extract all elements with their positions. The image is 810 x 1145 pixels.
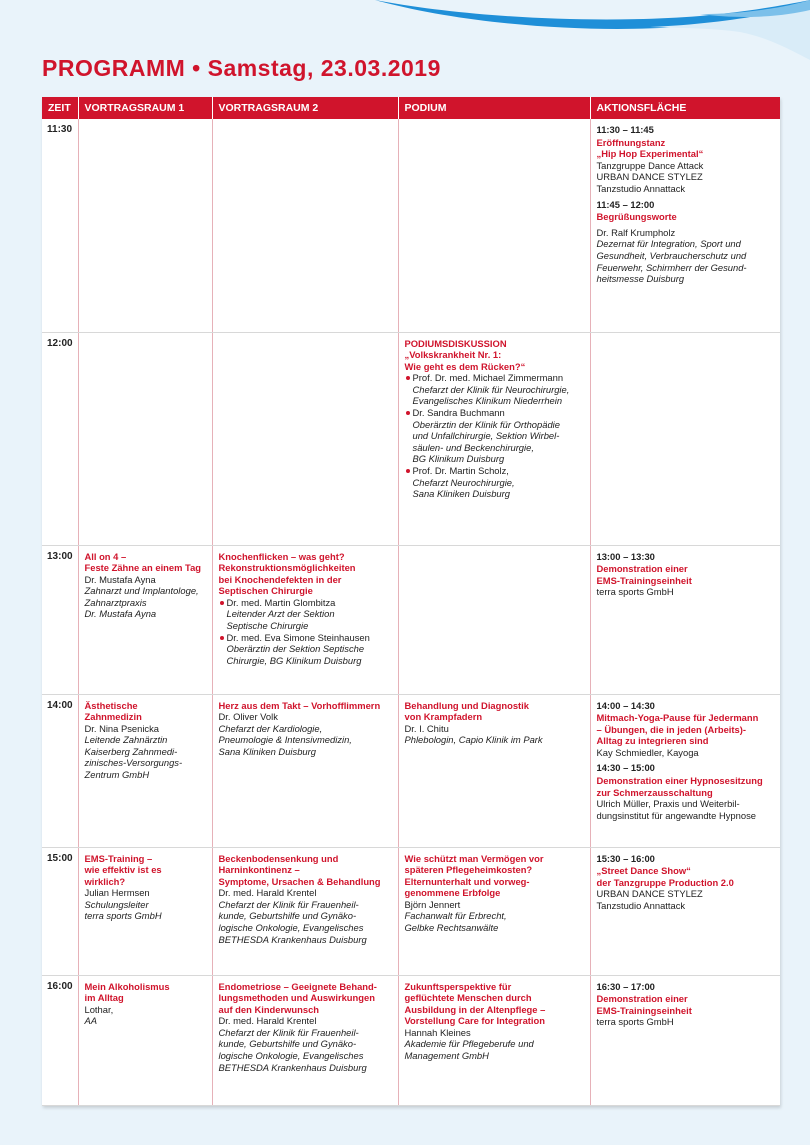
- event-title: EMS-Training –: [84, 852, 153, 864]
- speaker-role: Leitende Zahnärztin: [84, 734, 168, 746]
- event-title: Endometriose – Geeignete Behand-: [218, 980, 377, 992]
- speaker-role: Schulungsleiter: [84, 898, 149, 910]
- speaker-role: Chefarzt der Kardiologie,: [218, 722, 323, 734]
- event-title: Zahnmedizin: [84, 711, 142, 723]
- cell-podium: [398, 847, 590, 975]
- speaker-role: logische Onkologie, Evangelisches: [218, 1050, 364, 1062]
- event-title: zur Schmerzausschaltung: [596, 786, 713, 798]
- organization: URBAN DANCE STYLEZ: [596, 888, 703, 900]
- time-cell: 11:30: [42, 119, 78, 332]
- speaker-role: Chefarzt der Klinik für Frauenheil-: [218, 898, 359, 910]
- page-title: PROGRAMM • Samstag, 23.03.2019: [42, 55, 441, 81]
- speaker: Hannah Kleines: [404, 1026, 471, 1038]
- cell-empty: [590, 332, 780, 545]
- organization: Tanzstudio Annattack: [596, 182, 686, 194]
- organization: terra sports GmbH: [596, 1016, 674, 1028]
- event-title: auf den Kinderwunsch: [218, 1003, 320, 1015]
- cell-vortragsraum-2: [212, 847, 398, 975]
- organization: Tanzstudio Annattack: [596, 899, 686, 911]
- speaker-role: Oberärztin der Sektion Septische: [226, 643, 365, 655]
- cell-aktionsflaeche: [590, 847, 780, 975]
- event-title: Symptome, Ursachen & Behandlung: [218, 875, 381, 887]
- slot-time: 14:30 – 15:00: [596, 762, 655, 774]
- speaker: Dr. Sandra Buchmann: [405, 407, 584, 419]
- event-title: Vorstellung Care for Integration: [404, 1015, 545, 1027]
- header-zeit: ZEIT: [42, 97, 78, 119]
- event-title: genommene Erbfolge: [404, 887, 501, 899]
- cell-empty: [212, 119, 398, 332]
- speaker-role: Leitender Arzt der Sektion: [226, 608, 335, 620]
- header-vortragsraum-2: VORTRAGSRAUM 2: [212, 97, 398, 119]
- speaker-role: Zentrum GmbH: [84, 769, 150, 781]
- table-row: [42, 119, 780, 332]
- cell-empty: [398, 119, 590, 332]
- speaker-role: logische Onkologie, Evangelisches: [218, 922, 364, 934]
- speaker-role: BG Klinikum Duisburg: [412, 453, 505, 465]
- event-title: Demonstration einer: [596, 563, 688, 575]
- speaker: Julian Hermsen: [84, 887, 150, 899]
- cell-aktionsflaeche: [590, 119, 780, 332]
- table-header: [42, 97, 780, 119]
- cell-aktionsflaeche: [590, 975, 780, 1105]
- cell-vortragsraum-2: [212, 694, 398, 847]
- speaker-role: Oberärztin der Klinik für Orthopädie: [412, 418, 560, 430]
- event-title: Eröffnungstanz: [596, 136, 666, 148]
- event-title: Elternunterhalt und vorweg-: [404, 875, 530, 887]
- event-title: „Hip Hop Experimental“: [596, 148, 704, 160]
- slot-time: 11:30 – 11:45: [596, 124, 654, 135]
- cell-vortragsraum-2: [212, 545, 398, 694]
- speaker-role: Chefarzt Neurochirurgie,: [412, 476, 515, 488]
- speaker: Dr. med. Harald Krentel: [218, 1015, 317, 1027]
- event-title: Harninkontinenz –: [218, 864, 300, 876]
- time-cell: 15:00: [42, 847, 78, 975]
- speaker-role: Evangelisches Klinikum Niederrhein: [412, 395, 563, 407]
- speaker-role: BETHESDA Krankenhaus Duisburg: [218, 1061, 367, 1073]
- cell-vortragsraum-2: [212, 975, 398, 1105]
- slot-time: 14:00 – 14:30: [596, 699, 655, 711]
- speaker-role: Sana Kliniken Duisburg: [412, 488, 510, 500]
- cell-vortragsraum-1: [78, 545, 212, 694]
- event-title: All on 4 –: [84, 550, 127, 562]
- speaker-role: heitsmesse Duisburg: [596, 273, 685, 285]
- cell-vortragsraum-1: [78, 694, 212, 847]
- slot-time: 13:00 – 13:30: [596, 550, 655, 562]
- speaker: Dr. Mustafa Ayna: [84, 573, 156, 585]
- event-title: Demonstration einer: [596, 993, 688, 1005]
- event-title: „Volkskrankheit Nr. 1:: [404, 349, 502, 361]
- speaker-role: Chirurgie, BG Klinikum Duisburg: [226, 654, 362, 666]
- speaker-role: Phlebologin, Capio Klinik im Park: [404, 734, 543, 746]
- time-cell: 16:00: [42, 975, 78, 1105]
- event-title: im Alltag: [84, 992, 124, 1004]
- event-title: bei Knochendefekten in der: [218, 573, 342, 585]
- speaker-role: säulen- und Beckenchirurgie,: [412, 441, 534, 453]
- cell-podium: [398, 694, 590, 847]
- speaker: Dr. Nina Psenicka: [84, 722, 160, 734]
- event-title: der Tanzgruppe Production 2.0: [596, 876, 734, 888]
- speaker: Prof. Dr. Martin Scholz,: [405, 465, 584, 477]
- cell-aktionsflaeche: [590, 545, 780, 694]
- event-title: Zukunftsperspektive für: [404, 980, 512, 992]
- event-title: Mitmach-Yoga-Pause für Jedermann: [596, 712, 759, 724]
- speaker: Dr. med. Eva Simone Steinhausen: [219, 632, 392, 644]
- slot-time: 15:30 – 16:00: [596, 852, 655, 864]
- speaker: Dr. I. Chitu: [404, 722, 449, 734]
- cell-empty: [398, 545, 590, 694]
- cell-podium: [398, 975, 590, 1105]
- speaker: Dr. Oliver Volk: [218, 711, 278, 723]
- event-title: Feste Zähne an einem Tag: [84, 562, 202, 574]
- speaker-role: Dr. Mustafa Ayna: [84, 608, 157, 620]
- cell-empty: [78, 119, 212, 332]
- event-title: Wie geht es dem Rücken?“: [404, 360, 526, 372]
- header-podium: PODIUM: [398, 97, 590, 119]
- speaker: Ulrich Müller, Praxis und Weiterbil-: [596, 798, 740, 810]
- event-title: Rekonstruktionsmöglichkeiten: [218, 562, 356, 574]
- time-cell: 13:00: [42, 545, 78, 694]
- event-title: Alltag zu integrieren sind: [596, 735, 709, 747]
- event-title: Begrüßungsworte: [596, 211, 677, 223]
- table-row: [42, 545, 780, 694]
- speaker: dungsinstitut für angewandte Hypnose: [596, 809, 756, 821]
- speaker-role: Septische Chirurgie: [226, 620, 309, 632]
- speaker: Prof. Dr. med. Michael Zimmermann: [405, 372, 584, 384]
- event-title: Septischen Chirurgie: [218, 585, 313, 597]
- speaker-role: Zahnarzt und Implantologe,: [84, 585, 199, 597]
- event-title: Knochenflicken – was geht?: [218, 550, 345, 562]
- speaker-role: kunde, Geburtshilfe und Gynäko-: [218, 1038, 357, 1050]
- event-title: von Krampfadern: [404, 711, 483, 723]
- speaker-role: Fachanwalt für Erbrecht,: [404, 910, 507, 922]
- cell-empty: [78, 332, 212, 545]
- table-row: [42, 332, 780, 545]
- event-title: geflüchtete Menschen durch: [404, 992, 532, 1004]
- event-title: EMS-Trainingseinheit: [596, 574, 692, 586]
- speaker-role: AA: [84, 1015, 98, 1027]
- cell-vortragsraum-1: [78, 975, 212, 1105]
- event-title: wirklich?: [84, 875, 126, 887]
- speaker-role: Akademie für Pflegeberufe und: [404, 1038, 534, 1050]
- event-title: Wie schützt man Vermögen vor: [404, 852, 544, 864]
- speaker-role: kunde, Geburtshilfe und Gynäko-: [218, 910, 357, 922]
- speaker-role: Chefarzt der Klinik für Neurochirurgie,: [412, 383, 570, 395]
- header-aktionsflaeche: AKTIONSFLÄCHE: [590, 97, 780, 119]
- event-title: EMS-Trainingseinheit: [596, 1004, 692, 1016]
- table-row: [42, 694, 780, 847]
- speaker-role: terra sports GmbH: [84, 910, 162, 922]
- slot-time: 16:30 – 17:00: [596, 980, 655, 992]
- speaker-role: Feuerwehr, Schirmherr der Gesund-: [596, 261, 747, 273]
- speaker-role: Dezernat für Integration, Sport und: [596, 238, 741, 250]
- speaker: Lothar,: [84, 1003, 114, 1015]
- speaker: Björn Jennert: [404, 898, 461, 910]
- event-title: Ausbildung in der Altenpflege –: [404, 1003, 546, 1015]
- speaker-role: Sana Kliniken Duisburg: [218, 745, 316, 757]
- speaker-role: Chefarzt der Klinik für Frauenheil-: [218, 1026, 359, 1038]
- speaker-role: Pneumologie & Intensivmedizin,: [218, 734, 352, 746]
- event-title: späteren Pflegeheimkosten?: [404, 864, 533, 876]
- event-title: Herz aus dem Takt – Vorhofflimmern: [218, 699, 381, 711]
- speaker: Dr. med. Harald Krentel: [218, 887, 317, 899]
- event-title: Ästhetische: [84, 699, 138, 711]
- event-title: PODIUMSDISKUSSION: [404, 337, 507, 349]
- table-row: [42, 975, 780, 1105]
- cell-empty: [212, 332, 398, 545]
- event-title: Behandlung und Diagnostik: [404, 699, 529, 711]
- event-title: Beckenbodensenkung und: [218, 852, 339, 864]
- program-table: [42, 97, 780, 1106]
- speaker: Kay Schmiedler, Kayoga: [596, 746, 699, 758]
- speaker-role: zinisches-Versorgungs-: [84, 757, 183, 769]
- cell-vortragsraum-1: [78, 847, 212, 975]
- event-title: Mein Alkoholismus: [84, 980, 170, 992]
- cell-aktionsflaeche: [590, 694, 780, 847]
- event-title: wie effektiv ist es: [84, 864, 162, 876]
- speaker-role: Kaiserberg Zahnmedi-: [84, 745, 178, 757]
- event-title: – Übungen, die in jeden (Arbeits)-: [596, 723, 746, 735]
- organization: terra sports GmbH: [596, 586, 674, 598]
- slot-time: 11:45 – 12:00: [596, 198, 655, 210]
- speaker: Dr. Ralf Krumpholz: [596, 226, 676, 238]
- speaker: Tanzgruppe Dance Attack: [596, 159, 704, 171]
- speaker-role: Gesundheit, Verbraucherschutz und: [596, 249, 747, 261]
- speaker-role: Zahnarztpraxis: [84, 596, 147, 608]
- organization: URBAN DANCE STYLEZ: [596, 171, 703, 183]
- speaker: Dr. med. Martin Glombitza: [219, 597, 392, 609]
- time-cell: 12:00: [42, 332, 78, 545]
- time-cell: 14:00: [42, 694, 78, 847]
- cell-podium: [398, 332, 590, 545]
- speaker-role: Gelbke Rechtsanwälte: [404, 922, 499, 934]
- table-row: [42, 847, 780, 975]
- speaker-role: und Unfallchirurgie, Sektion Wirbel-: [412, 430, 560, 442]
- speaker-role: Management GmbH: [404, 1050, 489, 1062]
- header-vortragsraum-1: VORTRAGSRAUM 1: [78, 97, 212, 119]
- speaker-role: BETHESDA Krankenhaus Duisburg: [218, 933, 367, 945]
- event-title: lungsmethoden und Auswirkungen: [218, 992, 375, 1004]
- event-title: „Street Dance Show“: [596, 865, 691, 877]
- event-title: Demonstration einer Hypnosesitzung: [596, 775, 763, 787]
